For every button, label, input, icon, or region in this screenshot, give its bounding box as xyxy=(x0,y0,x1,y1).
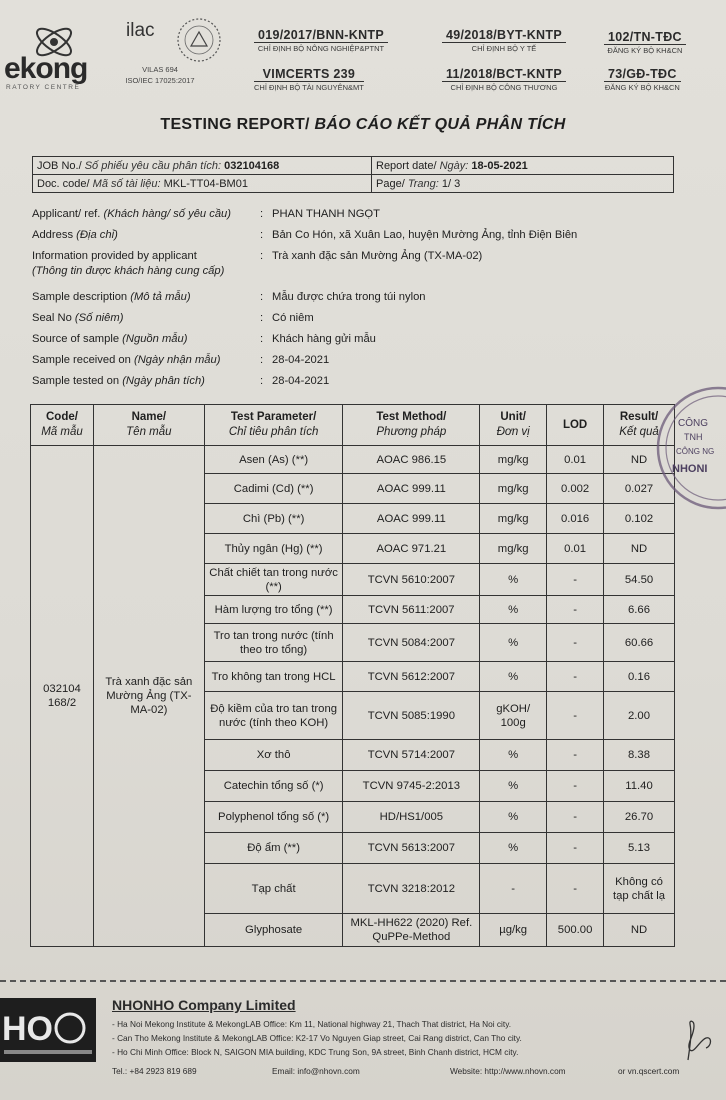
cell-param: Glyphosate xyxy=(204,914,343,947)
cell-method: AOAC 999.11 xyxy=(343,474,480,504)
cell-result: 5.13 xyxy=(604,833,675,864)
cell-lod: - xyxy=(547,596,604,624)
col-result: Result/ Kết quả xyxy=(604,405,675,446)
company-addresses xyxy=(112,1017,522,1059)
seal-text: NHONI xyxy=(672,463,708,475)
company-phone: Tel.: +84 2923 819 689 xyxy=(112,1066,197,1076)
cell-unit: % xyxy=(480,596,547,624)
cell-param: Asen (As) (**) xyxy=(204,446,343,474)
info-row-description xyxy=(32,289,682,310)
info-value: : 28-04-2021 xyxy=(272,375,329,387)
company-seal-stamp xyxy=(648,382,726,512)
cell-lod: - xyxy=(547,802,604,833)
cert-code: 49/2018/BYT-KNTP xyxy=(442,28,566,43)
cell-lod: 0.002 xyxy=(547,474,604,504)
cell-method: TCVN 5714:2007 xyxy=(343,740,480,771)
cell-result: Không có tạp chất lạ xyxy=(604,864,675,914)
report-date-cell xyxy=(372,157,674,175)
report-title-en: TESTING REPORT/ xyxy=(160,116,310,133)
cell-unit: mg/kg xyxy=(480,504,547,534)
company-name: NHONHO Company Limited xyxy=(112,997,296,1013)
cell-lod: - xyxy=(547,833,604,864)
cell-method: TCVN 5613:2007 xyxy=(343,833,480,864)
sample-name: Trà xanh đặc sản Mường Ảng (TX-MA-02) xyxy=(93,446,204,947)
col-unit: Unit/ Đơn vị xyxy=(480,405,547,446)
cell-unit: % xyxy=(480,771,547,802)
cert-vimcerts xyxy=(254,67,364,92)
cell-method: TCVN 5084:2007 xyxy=(343,624,480,662)
cell-method: HD/HS1/005 xyxy=(343,802,480,833)
cell-result: ND xyxy=(604,534,675,564)
logo-word: ekong xyxy=(4,52,88,85)
cell-lod: 500.00 xyxy=(547,914,604,947)
page-label-en: Page/ xyxy=(376,177,405,190)
job-label-vn: Số phiếu yêu cầu phân tích: xyxy=(84,159,222,172)
table-row xyxy=(31,446,675,474)
cell-result: 8.38 xyxy=(604,740,675,771)
cert-desc: CHỈ ĐỊNH BỘ CÔNG THƯƠNG xyxy=(450,83,558,92)
address-hanoi: - Ha Noi Mekong Institute & MekongLAB Office: Km 11, National highway 21, Thach That district, Ha Noi city. xyxy=(112,1019,512,1029)
cell-param: Polyphenol tổng số (*) xyxy=(204,802,343,833)
cell-unit: gKOH/ 100g xyxy=(480,692,547,740)
cert-bct xyxy=(442,67,566,92)
col-code: Code/ Mã mẫu xyxy=(31,405,94,446)
cell-result: 54.50 xyxy=(604,564,675,596)
cert-gd xyxy=(604,67,681,92)
cert-desc: CHỈ ĐỊNH BỘ Y TẾ xyxy=(471,44,537,53)
cell-result: 26.70 xyxy=(604,802,675,833)
sample-code: 032104 168/2 xyxy=(31,446,94,947)
info-value: : 28-04-2021 xyxy=(272,354,329,366)
info-label: Address (Địa chỉ) xyxy=(32,229,118,241)
cell-result: 60.66 xyxy=(604,624,675,662)
report-date: 18-05-2021 xyxy=(471,159,528,172)
info-row-address xyxy=(32,227,682,248)
cell-unit: % xyxy=(480,833,547,864)
info-label: Applicant/ ref. (Khách hàng/ số yêu cầu) xyxy=(32,208,232,220)
doc-code-cell xyxy=(33,175,372,193)
logo-subtext: RATORY CENTRE xyxy=(6,84,81,91)
nhonho-logo-icon xyxy=(0,998,96,1062)
cert-desc: ĐĂNG KÝ BỘ KH&CN xyxy=(604,83,680,92)
cert-code: VIMCERTS 239 xyxy=(254,67,364,82)
report-date-label-vn: Ngày: xyxy=(439,159,469,172)
cell-method: TCVN 5610:2007 xyxy=(343,564,480,596)
cell-result: ND xyxy=(604,446,675,474)
page-label-vn: Trang: xyxy=(407,177,439,190)
report-title-vn: BÁO CÁO KẾT QUẢ PHÂN TÍCH xyxy=(314,116,566,133)
cell-lod: - xyxy=(547,692,604,740)
cell-method: AOAC 971.21 xyxy=(343,534,480,564)
info-value: : Bản Co Hón, xã Xuân Lao, huyện Mường Ảng, tỉnh Điện Biên xyxy=(272,229,577,241)
cell-param: Chì (Pb) (**) xyxy=(204,504,343,534)
accreditation-badge-icon xyxy=(175,16,223,64)
ilac-accreditation xyxy=(120,16,235,96)
ilac-text: ilac xyxy=(126,20,155,41)
cert-code: 019/2017/BNN-KNTP xyxy=(254,28,388,43)
address-hcm: - Ho Chi Minh Office: Block N, SAIGON MIA building, KDC Trung Son, 9A street, Binh Chanh district, HCM city. xyxy=(112,1047,519,1057)
job-info-table xyxy=(32,156,674,193)
cell-method: MKL-HH622 (2020) Ref. QuPPe-Method xyxy=(343,914,480,947)
cell-method: TCVN 3218:2012 xyxy=(343,864,480,914)
info-row-tested xyxy=(32,373,682,394)
cert-desc: ĐĂNG KÝ BỘ KH&CN xyxy=(607,46,683,55)
table-row xyxy=(33,157,674,175)
cert-code: 73/GĐ-TĐC xyxy=(604,67,681,82)
cell-result: 0.102 xyxy=(604,504,675,534)
cert-desc: CHỈ ĐỊNH BỘ NÔNG NGHIỆP&PTNT xyxy=(257,44,385,53)
footer-divider xyxy=(0,980,726,990)
cell-unit: mg/kg xyxy=(480,474,547,504)
info-row-received xyxy=(32,352,682,373)
nhonho-logo xyxy=(0,998,96,1062)
cert-desc: CHỈ ĐỊNH BỘ TÀI NGUYÊN&MT xyxy=(254,83,364,92)
seal-text: CÔNG NG xyxy=(676,447,715,456)
col-name: Name/ Tên mẫu xyxy=(93,405,204,446)
cell-unit: % xyxy=(480,802,547,833)
cell-unit: mg/kg xyxy=(480,446,547,474)
info-value: : Mẫu được chứa trong túi nylon xyxy=(272,291,426,303)
doc-label-vn: Mã số tài liệu: xyxy=(92,177,161,190)
cell-param: Thủy ngân (Hg) (**) xyxy=(204,534,343,564)
cert-byt xyxy=(442,28,566,53)
info-value: : Trà xanh đặc sản Mường Ảng (TX-MA-02) xyxy=(272,250,482,262)
sample-info xyxy=(32,206,682,394)
cell-lod: 0.01 xyxy=(547,534,604,564)
cell-lod: - xyxy=(547,564,604,596)
mekong-logo xyxy=(4,18,104,98)
info-label: Sample received on (Ngày nhận mẫu) xyxy=(32,354,221,366)
report-title xyxy=(0,116,726,134)
cell-method: TCVN 9745-2:2013 xyxy=(343,771,480,802)
job-number-cell xyxy=(33,157,372,175)
info-label: (Thông tin được khách hàng cung cấp) xyxy=(32,265,225,277)
info-row-provided-vn xyxy=(32,265,682,289)
cell-unit: µg/kg xyxy=(480,914,547,947)
signature xyxy=(680,1016,720,1066)
info-value: : Có niêm xyxy=(272,312,314,324)
col-method: Test Method/ Phương pháp xyxy=(343,405,480,446)
doc-label-en: Doc. code/ xyxy=(37,177,90,190)
cell-lod: 0.016 xyxy=(547,504,604,534)
vilas-info xyxy=(120,64,200,86)
info-label: Seal No (Số niêm) xyxy=(32,312,124,324)
cell-unit: % xyxy=(480,624,547,662)
doc-code: MKL-TT04-BM01 xyxy=(163,177,248,190)
info-row-source xyxy=(32,331,682,352)
table-header-row xyxy=(31,405,675,446)
col-lod: LOD xyxy=(547,405,604,446)
cell-result: 2.00 xyxy=(604,692,675,740)
col-param: Test Parameter/ Chỉ tiêu phân tích xyxy=(204,405,343,446)
cert-bnn xyxy=(254,28,388,53)
cell-method: AOAC 999.11 xyxy=(343,504,480,534)
cell-result: 0.027 xyxy=(604,474,675,504)
address-cantho: - Can Tho Mekong Institute & MekongLAB Office: K2-17 Vo Nguyen Giap street, Cai Rang district, Can Tho city. xyxy=(112,1033,522,1043)
job-number: 032104168 xyxy=(224,159,280,172)
cell-unit: % xyxy=(480,564,547,596)
iso-standard: ISO/IEC 17025:2017 xyxy=(125,76,195,85)
cell-result: ND xyxy=(604,914,675,947)
cell-method: TCVN 5611:2007 xyxy=(343,596,480,624)
cell-param: Tro không tan trong HCL xyxy=(204,662,343,692)
cell-unit: - xyxy=(480,864,547,914)
info-label: Source of sample (Nguồn mẫu) xyxy=(32,333,188,345)
cell-result: 11.40 xyxy=(604,771,675,802)
info-row-seal xyxy=(32,310,682,331)
report-date-label-en: Report date/ xyxy=(376,159,437,172)
svg-text:HO: HO xyxy=(2,1010,53,1048)
page-cell xyxy=(372,175,674,193)
cell-param: Catechin tổng số (*) xyxy=(204,771,343,802)
company-website[interactable]: Website: http://www.nhovn.com xyxy=(450,1066,566,1076)
cell-lod: 0.01 xyxy=(547,446,604,474)
info-label: Sample description (Mô tả mẫu) xyxy=(32,291,191,303)
cell-lod: - xyxy=(547,624,604,662)
info-value: : Khách hàng gửi mẫu xyxy=(272,333,376,345)
cell-method: TCVN 5612:2007 xyxy=(343,662,480,692)
cell-result: 6.66 xyxy=(604,596,675,624)
seal-text: TNH xyxy=(684,432,703,442)
cert-code: 11/2018/BCT-KNTP xyxy=(442,67,566,82)
cell-param: Tạp chất xyxy=(204,864,343,914)
cell-lod: - xyxy=(547,771,604,802)
cell-unit: % xyxy=(480,740,547,771)
page-number: 1/ 3 xyxy=(441,177,461,190)
cell-unit: % xyxy=(480,662,547,692)
seal-text: CÔNG xyxy=(678,418,708,429)
cell-lod: - xyxy=(547,740,604,771)
cell-lod: - xyxy=(547,662,604,692)
cell-result: 0.16 xyxy=(604,662,675,692)
cell-param: Hàm lượng tro tổng (**) xyxy=(204,596,343,624)
cell-param: Xơ thô xyxy=(204,740,343,771)
cert-code: 102/TN-TĐC xyxy=(604,30,686,45)
cell-param: Chất chiết tan trong nước (**) xyxy=(204,564,343,596)
cell-method: TCVN 5085:1990 xyxy=(343,692,480,740)
job-label-en: JOB No./ xyxy=(37,159,82,172)
info-row-applicant xyxy=(32,206,682,227)
table-row xyxy=(33,175,674,193)
vilas-number: VILAS 694 xyxy=(142,65,178,74)
info-label: Information provided by applicant xyxy=(32,250,197,262)
cert-tn xyxy=(604,30,686,55)
info-value: : PHAN THANH NGỌT xyxy=(272,208,380,220)
results-table xyxy=(30,404,675,947)
cell-param: Tro tan trong nước (tính theo tro tổng) xyxy=(204,624,343,662)
cell-param: Độ ẩm (**) xyxy=(204,833,343,864)
company-email[interactable]: Email: info@nhovn.com xyxy=(272,1066,360,1076)
cell-param: Độ kiềm của tro tan trong nước (tính theo KOH) xyxy=(204,692,343,740)
company-alt-website[interactable]: or vn.qscert.com xyxy=(618,1066,680,1076)
cell-lod: - xyxy=(547,864,604,914)
cell-param: Cadimi (Cd) (**) xyxy=(204,474,343,504)
info-label: Sample tested on (Ngày phân tích) xyxy=(32,375,205,387)
cell-method: AOAC 986.15 xyxy=(343,446,480,474)
cell-unit: mg/kg xyxy=(480,534,547,564)
